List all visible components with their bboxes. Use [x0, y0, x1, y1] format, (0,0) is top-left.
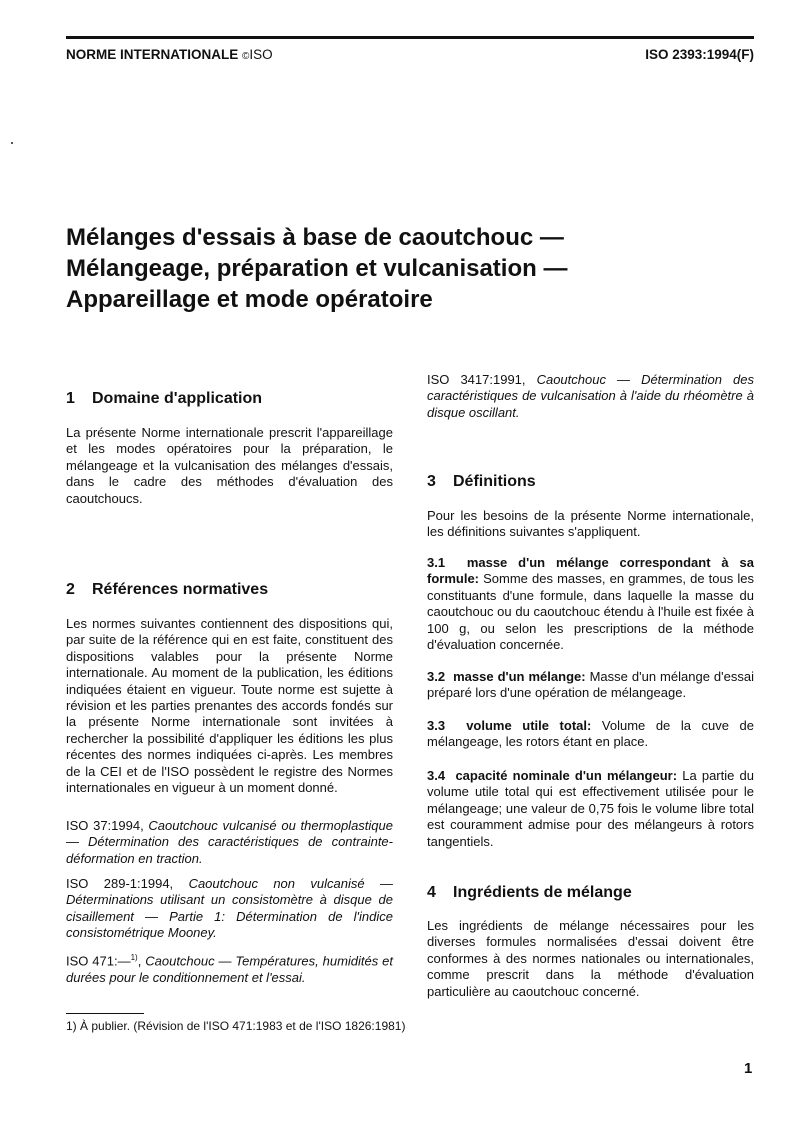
definition-number: 3.4	[427, 768, 446, 783]
definition-term: volume utile total:	[466, 718, 592, 733]
section-title: Définitions	[453, 473, 536, 490]
header-standard-type: NORME INTERNATIONALE	[66, 47, 239, 62]
definition-number: 3.3	[427, 718, 446, 733]
definition-3-4	[427, 768, 754, 850]
definition-term: masse d'un mélange correspondant à sa formule:	[427, 555, 754, 587]
header-left	[66, 47, 273, 62]
ref-separator: ,	[137, 953, 146, 969]
definition-text: Volume de la cuve de mélangeage, les rotors étant en place.	[427, 718, 755, 750]
section-title: Ingrédients de mélange	[453, 884, 632, 901]
title-line: Mélangeage, préparation et vulcanisation —	[66, 255, 568, 282]
section-4-text: Les ingrédients de mélange nécessaires pour les diverses formules normalisées d'essai doivent être conformes à des normes nationales ou internationales, comme prescrit dans la méthode d'évaluation particulière au caoutchouc concerné.	[427, 918, 754, 999]
section-1-text: La présente Norme internationale prescrit l'appareillage et les modes opératoires pour la préparation, le mélangeage et la vulcanisation des mélanges d'essais, dans le cadre des méthodes d'évaluation des caoutchoucs.	[66, 425, 393, 506]
reference-iso-471	[66, 950, 393, 986]
definition-3-1	[427, 555, 754, 653]
definition-number: 3.1	[427, 555, 446, 570]
title-line: Mélanges d'essais à base de caoutchouc —	[66, 224, 564, 251]
reference-iso-3417	[427, 372, 754, 421]
ref-code: ISO 37:1994,	[66, 818, 149, 833]
header-standard-number: ISO 2393:1994(F)	[645, 47, 754, 62]
scan-speck	[11, 142, 13, 144]
ref-code: ISO 471:—	[66, 953, 131, 969]
section-number: 2	[66, 581, 75, 598]
definition-text: La partie du volume utile total qui est effectivement utilisée pour le mélangeage; une valeur de 0,75 fois le volume libre total est couramment admise pour des mélangeurs à rotors tangentiels.	[427, 768, 755, 849]
header-rule	[66, 36, 754, 39]
definition-term: capacité nominale d'un mélangeur:	[455, 768, 678, 783]
reference-iso-37	[66, 818, 393, 867]
definition-3-3	[427, 718, 754, 751]
section-2-heading	[66, 581, 268, 599]
page-number: 1	[744, 1060, 753, 1077]
section-2-text: Les normes suivantes contiennent des dispositions qui, par suite de la référence qui en est faite, constituent des dispositions valables pour la présente Norme internationale. Au moment de la publication, les éditions indiquées étaient en vigueur. Toute norme est sujette à révision et les parties prenantes des accords fondés sur la présente Norme internationale sont invitées à rechercher la possibilité d'appliquer les éditions les plus récentes des normes indiquées ci-après. Les membres de la CEI et de l'ISO possèdent le registre des Normes internationales en vigueur à un moment donné.	[66, 616, 393, 796]
definition-text: Somme des masses, en grammes, de tous les constituants d'une formule, dans laquelle la masse du caoutchouc ou du caoutchouc étendu à l'huile est fixée à 100 g, ou selon les prescriptions de la méthode d'évaluation concernée.	[427, 571, 754, 653]
section-number: 3	[427, 473, 436, 490]
section-number: 4	[427, 884, 436, 901]
definition-text: Masse d'un mélange d'essai préparé lors d'une opération de mélangeage.	[427, 669, 754, 701]
ref-title: Caoutchouc — Températures, humidités et durées pour le conditionnement et l'essai.	[66, 953, 393, 985]
section-3-intro: Pour les besoins de la présente Norme internationale, les définitions suivantes s'appliquent.	[427, 508, 754, 540]
section-3-heading	[427, 473, 536, 491]
definition-number: 3.2	[427, 669, 446, 684]
ref-title: Caoutchouc — Détermination des caractéristiques de vulcanisation à l'aide du rhéomètre à disque oscillant.	[427, 372, 755, 420]
section-number: 1	[66, 390, 75, 407]
section-title: Domaine d'application	[92, 390, 263, 407]
ref-code: ISO 3417:1991,	[427, 372, 537, 387]
section-title: Références normatives	[92, 581, 269, 598]
definition-3-2	[427, 669, 754, 702]
ref-code: ISO 289-1:1994,	[66, 876, 189, 891]
ref-title: Caoutchouc non vulcanisé — Déterminations utilisant un consistomètre à disque de cisaillement — Partie 1: Détermination de l'indice consistométrique Mooney.	[66, 876, 393, 941]
document-title	[66, 222, 567, 315]
ref-title: Caoutchouc vulcanisé ou thermoplastique — Détermination des caractéristiques de contrainte-déformation en traction.	[66, 818, 393, 866]
footnote-rule	[66, 1013, 144, 1014]
header-iso: ISO	[249, 47, 273, 62]
section-1-heading	[66, 390, 262, 408]
copyright-symbol: ©	[242, 51, 250, 62]
definition-term: masse d'un mélange:	[453, 669, 586, 684]
footnote-marker: 1)	[130, 953, 138, 962]
title-line: Appareillage et mode opératoire	[66, 286, 433, 313]
reference-iso-289-1	[66, 876, 393, 942]
footnote: 1) À publier. (Révision de l'ISO 471:1983 et de l'ISO 1826:1981)	[66, 1019, 406, 1033]
section-4-heading	[427, 884, 632, 902]
